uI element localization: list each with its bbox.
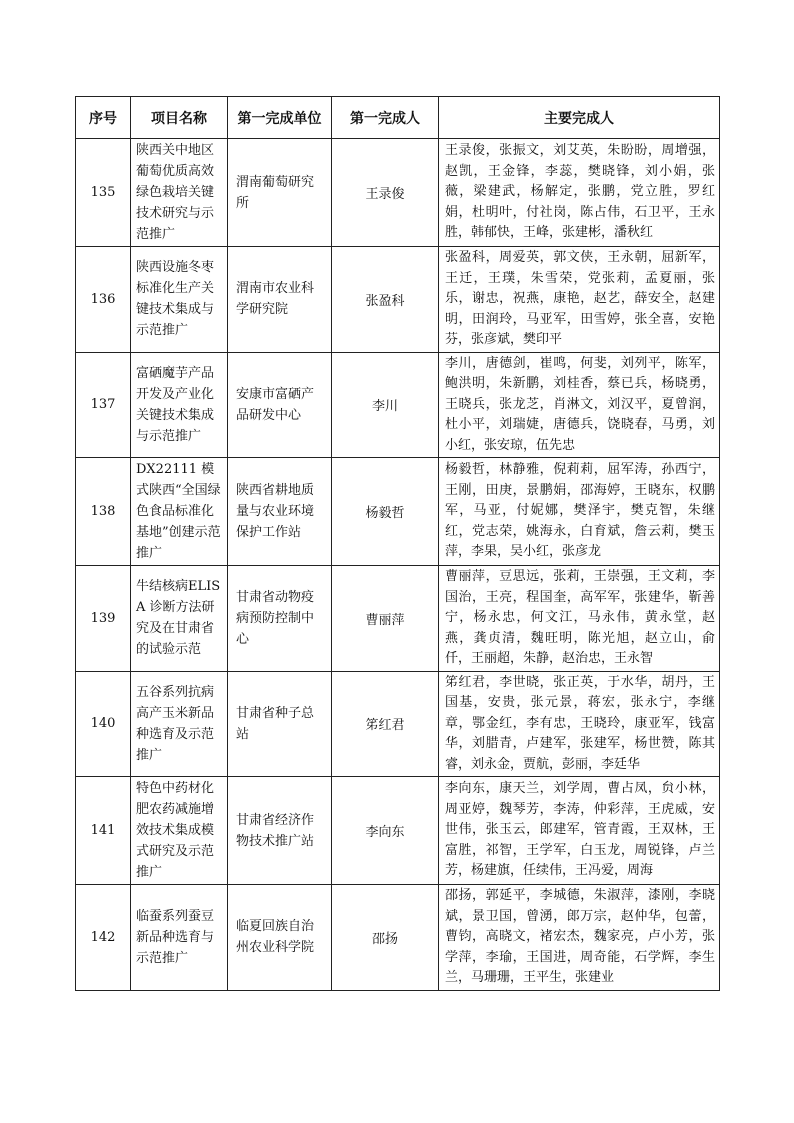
cell-unit: 陕西省耕地质量与农业环境保护工作站 — [228, 458, 332, 566]
table-row — [76, 566, 720, 672]
cell-members: 张盈科，周爱英，郭文侠，王永朝，屈新军，王迁，王璞，朱雪荣，党张莉，孟夏丽，张乐，谢忠，祝燕，康艳，赵艺，薛安全，赵建明，田润玲，马亚军，田雪婷，张全喜，安艳芬，张彦斌，樊印平 — [439, 247, 720, 353]
cell-members: 李川，唐德剑，崔鸣，何斐，刘列平，陈军，鲍洪明，朱新鹏，刘桂香，蔡已兵，杨晓勇，王晓兵，张龙芝，肖淋文，刘汉平，夏曾润，杜小平，刘瑞婕，唐德兵，饶晓春，马勇，刘小红，张安琼，伍先忠 — [439, 352, 720, 458]
cell-project: 临蚕系列蚕豆新品种选育与示范推广 — [131, 885, 228, 991]
table-row — [76, 139, 720, 247]
cell-members: 邵扬，郭延平，李城德，朱淑萍，漆刚，李晓斌，景卫国，曾湧，郎万宗，赵仲华，包蕾，曹钧，高晓文，褚宏杰，魏家亮，卢小芳，张学萍，李瑜，王国进，周奇能，石学辉，李生兰，马珊珊，王平生，张建业 — [439, 885, 720, 991]
table-row — [76, 777, 720, 885]
cell-project: 陕西设施冬枣标准化生产关键技术集成与示范推广 — [131, 247, 228, 353]
cell-project: 陕西关中地区葡萄优质高效绿色栽培关键技术研究与示范推广 — [131, 139, 228, 247]
header-row — [76, 97, 720, 139]
cell-project: DX22111 模式陕西“全国绿色食品标准化基地”创建示范推广 — [131, 458, 228, 566]
cell-seq: 140 — [76, 671, 131, 777]
cell-seq: 136 — [76, 247, 131, 353]
cell-members: 曹丽萍，豆思远，张莉，王崇强，王文莉，李国治，王亮，程国奎，高军军，张建华，靳善宁，杨永忠，何文江，马永伟，黄永堂，赵燕，龚贞清，魏旺明，陈光旭，赵立山，俞仟，王丽超，朱静，赵治忠，王永智 — [439, 566, 720, 672]
cell-leader: 王录俊 — [332, 139, 439, 247]
table-row — [76, 352, 720, 458]
cell-seq: 138 — [76, 458, 131, 566]
header-leader: 第一完成人 — [332, 97, 439, 139]
awards-table — [75, 96, 720, 991]
table-row — [76, 247, 720, 353]
cell-unit: 安康市富硒产品研发中心 — [228, 352, 332, 458]
cell-project: 牛结核病ELISA 诊断方法研究及在甘肃省的试验示范 — [131, 566, 228, 672]
cell-unit: 甘肃省动物疫病预防控制中心 — [228, 566, 332, 672]
cell-project: 五谷系列抗病高产玉米新品种选育及示范推广 — [131, 671, 228, 777]
cell-members: 王录俊，张振文，刘艾英，朱盼盼，周增强，赵凯，王金锋，李蕊，樊晓锋，刘小娟，张薇，梁建武，杨解定，张鹏，党立胜，罗红娟，杜明叶，付社岗，陈占伟，石卫平，王永胜，韩郁快，王峰，张建彬，潘秋红 — [439, 139, 720, 247]
cell-project: 富硒魔芋产品开发及产业化关键技术集成与示范推广 — [131, 352, 228, 458]
table-row — [76, 671, 720, 777]
cell-unit: 临夏回族自治州农业科学院 — [228, 885, 332, 991]
cell-unit: 甘肃省种子总站 — [228, 671, 332, 777]
cell-seq: 137 — [76, 352, 131, 458]
cell-members: 笫红君，李世晓，张正英，于水华，胡丹，王国基，安贵，张元景，蒋宏，张永宁，李继章，鄂金红，李有忠，王晓玲，康亚军，钱富华，刘腊青，卢建军，张建军，杨世赞，陈其睿，刘永金，贾航，彭丽，李廷华 — [439, 671, 720, 777]
header-project: 项目名称 — [131, 97, 228, 139]
cell-leader: 李川 — [332, 352, 439, 458]
cell-leader: 笫红君 — [332, 671, 439, 777]
cell-seq: 141 — [76, 777, 131, 885]
cell-seq: 135 — [76, 139, 131, 247]
cell-leader: 杨毅哲 — [332, 458, 439, 566]
cell-seq: 139 — [76, 566, 131, 672]
cell-leader: 曹丽萍 — [332, 566, 439, 672]
cell-leader: 李向东 — [332, 777, 439, 885]
cell-leader: 邵扬 — [332, 885, 439, 991]
header-seq: 序号 — [76, 97, 131, 139]
cell-members: 李向东，康天兰，刘学周，曹占凤，贠小林，周亚婷，魏琴芳，李涛，仲彩萍，王虎威，安世伟，张玉云，郎建军，管青霞，王双林，王富胜，祁智，王学军，白玉龙，周锐锋，卢兰芳，杨建旗，任续伟，王冯爱，周海 — [439, 777, 720, 885]
cell-leader: 张盈科 — [332, 247, 439, 353]
header-unit: 第一完成单位 — [228, 97, 332, 139]
cell-unit: 渭南市农业科学研究院 — [228, 247, 332, 353]
header-members: 主要完成人 — [439, 97, 720, 139]
table-row — [76, 885, 720, 991]
cell-project: 特色中药材化肥农药减施增效技术集成模式研究及示范推广 — [131, 777, 228, 885]
cell-seq: 142 — [76, 885, 131, 991]
table-row — [76, 458, 720, 566]
cell-members: 杨毅哲，林静雅，倪莉莉，屈军涛，孙西宁，王刚，田庚，景鹏娟，邵海婷，王晓东，权鹏军，马亚，付妮娜，樊泽宇，樊克智，朱继红，党志荣，姚海永，白育斌，詹云莉，樊玉萍，李果，吴小红，张彦龙 — [439, 458, 720, 566]
cell-unit: 甘肃省经济作物技术推广站 — [228, 777, 332, 885]
cell-unit: 渭南葡萄研究所 — [228, 139, 332, 247]
